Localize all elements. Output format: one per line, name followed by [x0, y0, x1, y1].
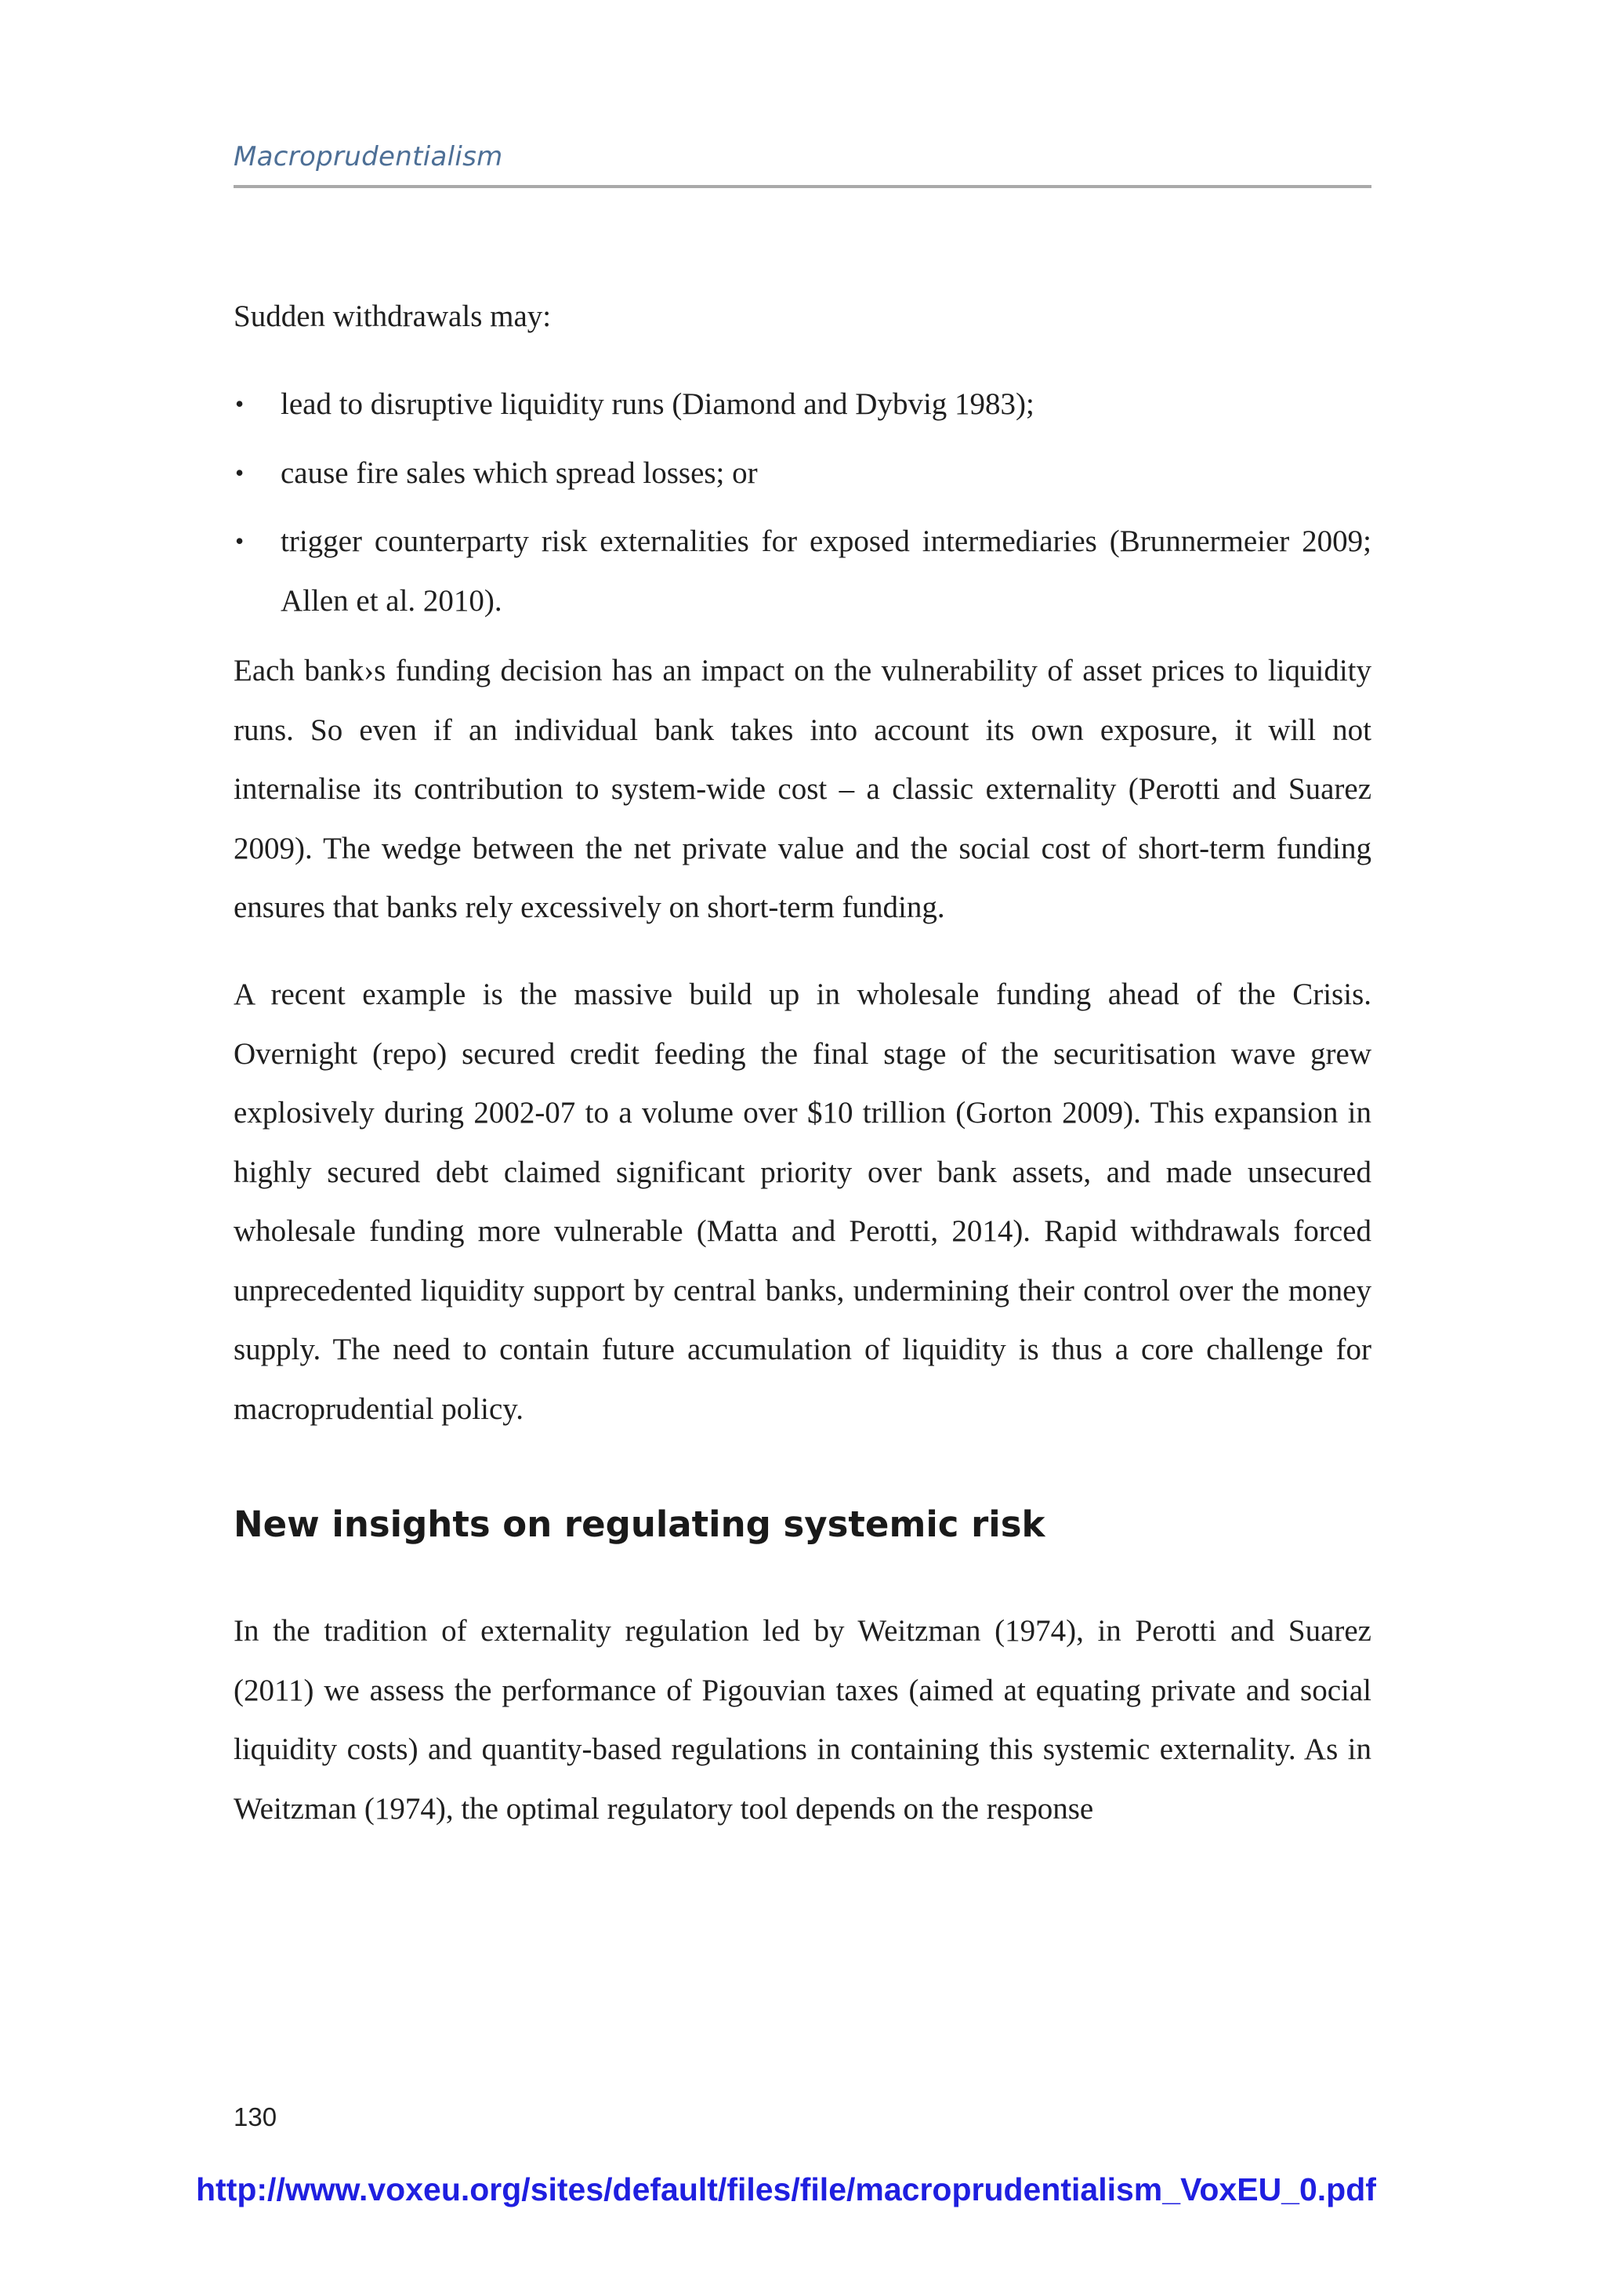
header-rule	[234, 185, 1371, 188]
page-number: 130	[234, 2102, 277, 2131]
list-item-text: trigger counterparty risk externalities for exposed intermediaries (Brunnermeier 2009; Allen et al. 2010).	[281, 524, 1371, 618]
list-item	[234, 512, 1371, 630]
paragraph-funding-decision: Each bank›s funding decision has an impact on the vulnerability of asset prices to liquidity runs. So even if an individual bank takes into account its own exposure, it will not internalise its contribution to system-wide cost – a classic externality (Perotti and Suarez 2009). The wedge between the net private value and the social cost of short-term funding ensures that banks rely excessively on short-term funding.	[234, 654, 1371, 924]
section-heading: New insights on regulating systemic risk	[234, 1503, 1045, 1545]
paragraph-wholesale-funding: A recent example is the massive build up in wholesale funding ahead of the Crisis. Overnight (repo) secured credit feeding the final stage of the securitisation wave grew explosively during 2002-07 to a volume over $10 trillion (Gorton 2009). This expansion in highly secured debt claimed significant priority over bank assets, and made unsecured wholesale funding more vulnerable (Matta and Perotti, 2014). Rapid withdrawals forced unprecedented liquidity support by central banks, undermining their control over the money supply. The need to contain future accumulation of liquidity is thus a core challenge for macroprudential policy.	[234, 978, 1371, 1426]
list-item-text: cause fire sales which spread losses; or	[281, 455, 758, 490]
list-item-text: lead to disruptive liquidity runs (Diamond and Dybvig 1983);	[281, 387, 1034, 421]
paragraph-externality-regulation: In the tradition of externality regulation led by Weitzman (1974), in Perotti and Suarez (2011) we assess the performance of Pigouvian taxes (aimed at equating private and social liquidity costs) and quantity-based regulations in containing this systemic externality. As in Weitzman (1974), the optimal regulatory tool depends on the response	[234, 1614, 1371, 1826]
bullet-dot: •	[235, 390, 245, 418]
intro-text: Sudden withdrawals may:	[234, 299, 552, 333]
source-url-link[interactable]: http://www.voxeu.org/sites/default/files/file/macroprudentialism_VoxEU_0.pdf	[196, 2171, 1376, 2207]
list-item	[234, 444, 1371, 503]
running-header: Macroprudentialism	[234, 141, 503, 172]
bullet-list	[234, 375, 1371, 640]
list-item	[234, 375, 1371, 434]
bullet-dot: •	[235, 527, 245, 555]
bullet-dot: •	[235, 458, 245, 487]
